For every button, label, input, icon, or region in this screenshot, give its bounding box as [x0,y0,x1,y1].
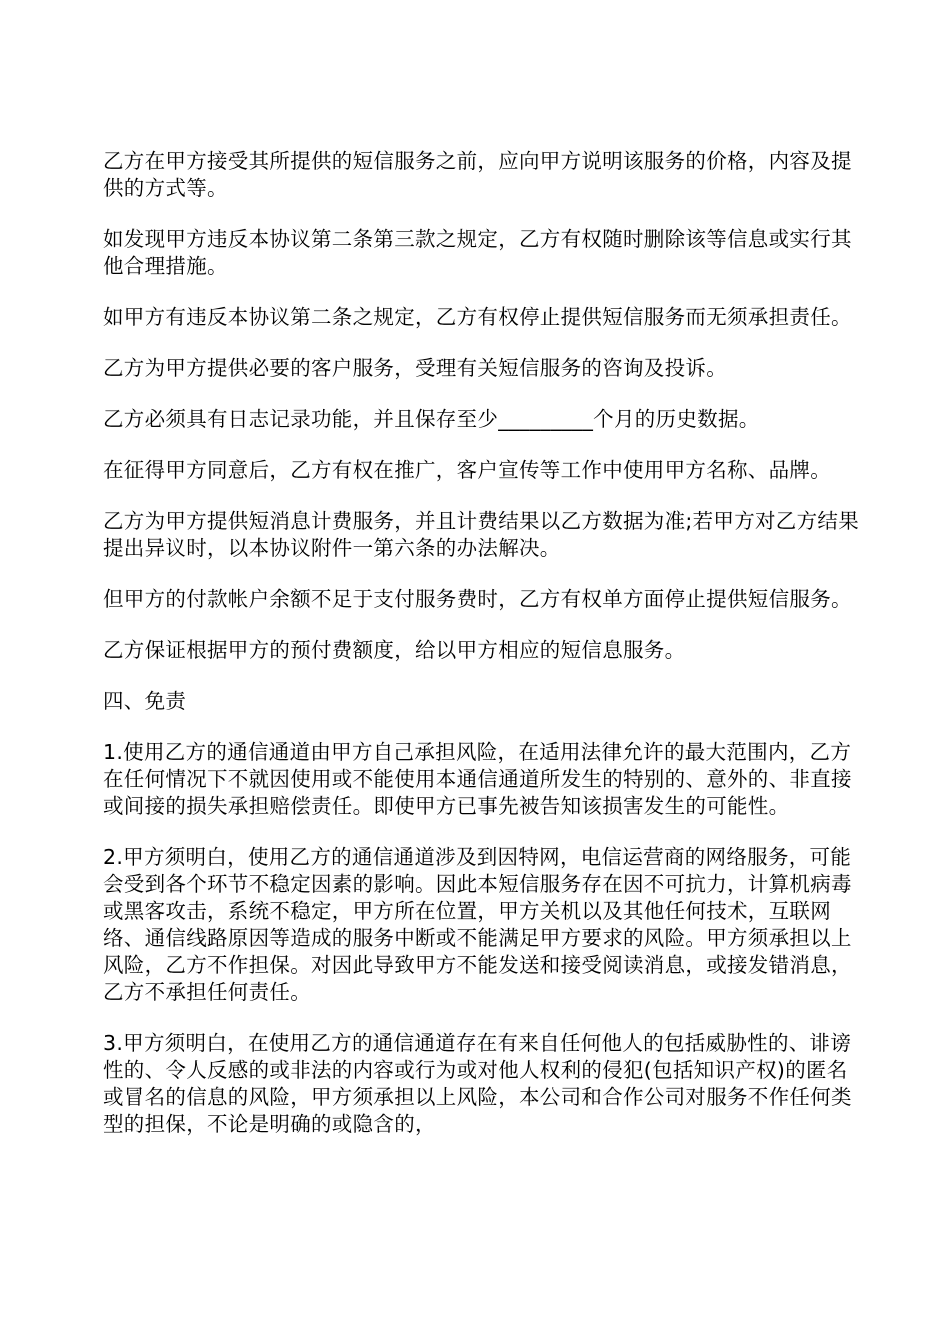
paragraph-violation-stop: 如甲方有违反本协议第二条之规定，乙方有权停止提供短信服务而无须承担责任。 [103,305,852,329]
paragraph-log-retention: 乙方必须具有日志记录功能，并且保存至少_________个月的历史数据。 [103,407,760,431]
paragraph-insufficient-balance: 但甲方的付款帐户余额不足于支付服务费时，乙方有权单方面停止提供短信服务。 [103,587,852,611]
paragraph-service-description: 乙方在甲方接受其所提供的短信服务之前，应向甲方说明该服务的价格，内容及提供的方式等。 [103,149,852,200]
paragraph-billing: 乙方为甲方提供短消息计费服务，并且计费结果以乙方数据为准;若甲方对乙方结果提出异议时，以本协议附件一第六条的办法解决。 [103,509,860,560]
paragraph-disclaimer-2: 2.甲方须明白，使用乙方的通信通道涉及到因特网，电信运营商的网络服务，可能会受到各个环节不稳定因素的影响。因此本短信服务存在因不可抗力，计算机病毒或黑客攻击，系统不稳定，甲方所在位置，甲方关机以及其他任何技术，互联网络、通信线路原因等造成的服务中断或不能满足甲方要求的风险。甲方须承担以上风险，乙方不作担保。对因此导致甲方不能发送和接受阅读消息，或接发错消息，乙方不承担任何责任。 [103,845,852,1004]
paragraph-prepaid-guarantee: 乙方保证根据甲方的预付费额度，给以甲方相应的短信息服务。 [103,638,686,662]
paragraph-customer-service: 乙方为甲方提供必要的客户服务，受理有关短信服务的咨询及投诉。 [103,356,727,380]
paragraph-disclaimer-1: 1.使用乙方的通信通道由甲方自己承担风险，在适用法律允许的最大范围内，乙方在任何情况下不就因使用或不能使用本通信通道所发生的特别的、意外的、非直接或间接的损失承担赔偿责任。即使甲方已事先被告知该损害发生的可能性。 [103,740,852,818]
document-body [103,148,863,1162]
paragraph-brand-usage: 在征得甲方同意后，乙方有权在推广，客户宣传等工作中使用甲方名称、品牌。 [103,458,831,482]
paragraph-violation-delete: 如发现甲方违反本协议第二条第三款之规定，乙方有权随时删除该等信息或实行其他合理措施。 [103,227,852,278]
section-heading-disclaimer: 四、免责 [103,689,187,713]
paragraph-disclaimer-3: 3.甲方须明白，在使用乙方的通信通道存在有来自任何他人的包括威胁性的、诽谤性的、令人反感的或非法的内容或行为或对他人权利的侵犯(包括知识产权)的匿名或冒名的信息的风险，甲方须承担以上风险，本公司和合作公司对服务不作任何类型的担保，不论是明确的或隐含的， [103,1031,852,1136]
